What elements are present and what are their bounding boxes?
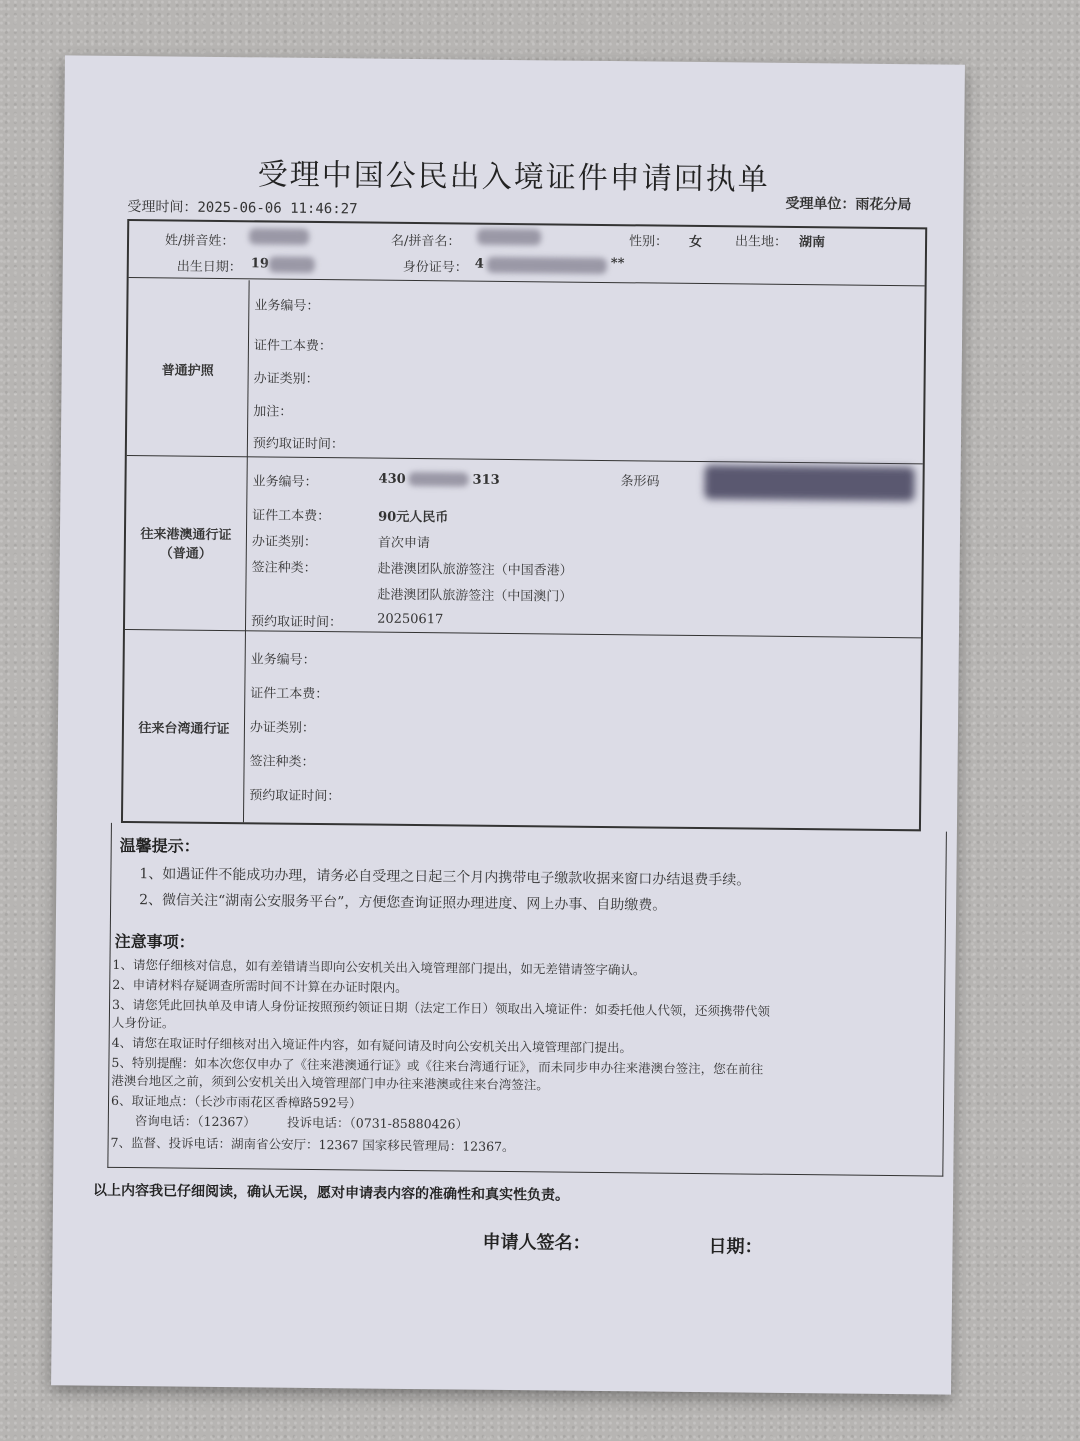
tip-1: 1、如遇证件不能成功办理，请务必自受理之日起三个月内携带电子缴款收据来窗口办结退费手续。	[139, 866, 751, 889]
id-number-prefix: 4	[474, 256, 484, 272]
page-title: 受理中国公民出入境证件申请回执单	[257, 157, 770, 198]
gender-label: 性别：	[628, 234, 669, 250]
note-1: 1、请您仔细核对信息，如有差错请当即向公安机关出入境管理部门提出，如无差错请签字确认。	[112, 956, 646, 978]
notes-box	[107, 823, 947, 1177]
redacted-given-name	[477, 229, 541, 246]
note-6-phones: 咨询电话：（12367） 投诉电话：（0731-85880426）	[134, 1113, 469, 1132]
application-table	[121, 219, 927, 831]
tw-biz-no-label: 业务编号：	[250, 652, 316, 668]
note-5-cont: 港澳台地区之前，须到公安机关出入境管理部门申办往来港澳或往来台湾签注。	[111, 1072, 549, 1093]
tw-fee-label: 证件工本费：	[250, 686, 329, 703]
section-hk-macau-title	[126, 523, 246, 562]
passport-pickup-label: 预约取证时间：	[252, 436, 345, 453]
hk-visa-label: 签注种类：	[251, 560, 317, 576]
hk-type-value: 首次申请	[377, 535, 430, 552]
note-7: 7、监督、投诉电话：湖南省公安厅：12367 国家移民管理局：12367。	[110, 1134, 515, 1155]
accept-time-label: 受理时间：	[127, 198, 198, 216]
birthplace-label: 出生地：	[734, 234, 788, 250]
hk-biz-no-prefix: 430	[378, 471, 406, 487]
accept-time	[127, 196, 357, 218]
tips-heading: 温馨提示：	[119, 835, 200, 856]
birthdate-value: 19	[250, 256, 269, 272]
barcode-label: 条形码	[620, 474, 660, 490]
note-4: 4、请您在取证时仔细核对出入境证件内容，如有疑问请及时向公安机关出入境管理部门提出。	[111, 1034, 633, 1056]
passport-extra-label: 加注：	[253, 404, 293, 420]
passport-type-label: 办证类别：	[253, 371, 319, 387]
passport-fee-label: 证件工本费：	[253, 338, 333, 355]
section-passport-title: 普通护照	[161, 363, 214, 379]
notes-heading: 注意事项：	[114, 931, 195, 952]
hk-pickup-label: 预约取证时间：	[250, 614, 343, 631]
hk-fee-value: 90元人民币	[378, 509, 449, 526]
note-2: 2、申请材料存疑调查所需时间不计算在办证时限内。	[112, 976, 408, 995]
date-label: 日期：	[708, 1236, 763, 1258]
birthplace-value: 湖南	[798, 235, 826, 251]
redacted-id-number	[487, 257, 607, 274]
hk-pickup-value: 20250617	[377, 611, 444, 628]
hk-visa-2: 赴港澳团队旅游签注（中国澳门）	[377, 587, 573, 605]
confirmation-statement: 以上内容我已仔细阅读，确认无误，愿对申请表内容的准确性和真实性负责。	[93, 1182, 570, 1204]
section-hk-macau-title-line1: 往来港澳通行证	[140, 527, 232, 544]
hk-type-label: 办证类别：	[251, 534, 317, 550]
receipt-paper	[51, 55, 965, 1394]
accept-unit-label: 受理单位：	[785, 195, 856, 213]
given-name-label: 名/拼音名：	[390, 233, 461, 250]
hk-visa-1: 赴港澳团队旅游签注（中国香港）	[377, 561, 573, 579]
hk-biz-no-suffix: 313	[472, 472, 500, 488]
barcode-image	[704, 465, 914, 501]
id-number-label: 身份证号：	[402, 259, 468, 276]
redacted-surname	[249, 228, 309, 245]
note-5: 5、特别提醒：如本次您仅申办了《往来港澳通行证》或《往来台湾通行证》，而未同步申办往来港澳台签注，您在前往	[111, 1054, 764, 1077]
accept-unit	[785, 193, 911, 214]
birthdate-label: 出生日期：	[176, 259, 242, 276]
signature-label: 申请人签名：	[482, 1231, 591, 1254]
accept-time-value: 2025-06-06 11:46:27	[197, 199, 358, 218]
note-6: 6、取证地点：（长沙市雨花区香樟路592号）	[110, 1092, 362, 1111]
section-taiwan-title: 往来台湾通行证	[138, 721, 230, 738]
note-3-cont: 人身份证。	[111, 1014, 175, 1031]
hk-biz-no-label: 业务编号：	[252, 474, 318, 490]
gender-value: 女	[688, 234, 703, 251]
tw-pickup-label: 预约取证时间：	[249, 788, 341, 805]
note-3: 3、请您凭此回执单及申请人身份证按照预约领证日期（法定工作日）领取出入境证件：如委托他人代领，还须携带代领	[111, 996, 771, 1019]
accept-unit-value: 雨花分局	[855, 196, 912, 214]
surname-label: 姓/拼音姓：	[164, 233, 235, 250]
hk-fee-label: 证件工本费：	[252, 508, 331, 525]
id-number-suffix: **	[610, 256, 625, 272]
tip-2: 2、微信关注“湖南公安服务平台”，方便您查询证照办理进度、网上办事、自助缴费。	[139, 892, 667, 914]
redacted-biz-no	[408, 472, 468, 487]
tw-visa-label: 签注种类：	[249, 754, 315, 770]
redacted-birthdate	[269, 256, 315, 272]
section-hk-macau-title-line2: （普通）	[159, 546, 212, 562]
passport-biz-no-label: 业务编号：	[254, 298, 320, 315]
tw-type-label: 办证类别：	[249, 720, 316, 736]
